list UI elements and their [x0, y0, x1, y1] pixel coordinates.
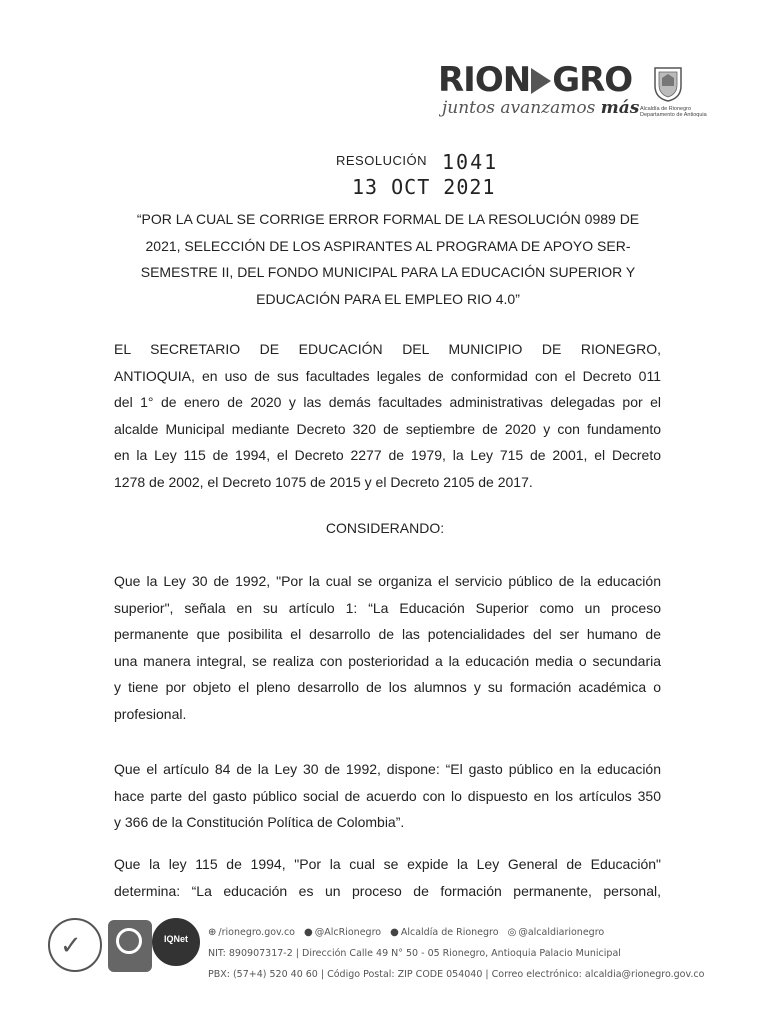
resolution-title — [110, 206, 666, 312]
icontec-badge-icon — [108, 920, 152, 972]
text-line: Que la Ley 30 de 1992, "Por la cual se organiza el servicio público de la educación — [114, 573, 661, 589]
footer-social-row — [208, 922, 704, 943]
rionegro-logo — [438, 60, 640, 118]
iqnet-label: IQNet — [163, 934, 188, 944]
text-line: Que la ley 115 de 1994, "Por la cual se expide la Ley General de Educación" — [114, 856, 661, 872]
certification-badges — [44, 916, 194, 976]
instagram-link[interactable]: @alcaldiarionegro — [518, 927, 605, 938]
resolution-number: 1041 — [442, 150, 499, 174]
checkmark-icon: ✓ — [60, 930, 82, 960]
twitter-icon: ● — [304, 927, 313, 938]
brand-slogan — [438, 98, 640, 118]
slogan-main: juntos avanzamos — [442, 98, 596, 118]
text-line: superior", señala en su artículo 1: “La Educación Superior como un proceso — [114, 599, 661, 616]
text-line: alcalde Municipal mediante Decreto 320 de septiembre de 2020 y con fundamento — [114, 420, 661, 437]
website-link[interactable]: /rionegro.gov.co — [218, 927, 295, 938]
text-line: 1278 de 2002, el Decreto 1075 de 2015 y el Decreto 2105 de 2017. — [114, 473, 533, 490]
footer-nit-line: NIT: 890907317-2 | Dirección Calle 49 N° 50 - 05 Rionegro, Antioquia Palacio Municipal — [208, 948, 621, 959]
title-line: “POR LA CUAL SE CORRIGE ERROR FORMAL DE LA RESOLUCIÓN 0989 DE — [136, 211, 640, 227]
title-line: SEMESTRE II, DEL FONDO MUNICIPAL PARA LA EDUCACIÓN SUPERIOR Y — [140, 264, 636, 280]
seal-caption — [640, 106, 710, 118]
slogan-bold: más — [600, 98, 640, 118]
seal-caption-line-1: Alcaldía de Rionegro — [640, 106, 692, 112]
certification-seal-icon — [48, 918, 102, 972]
paragraph-ley-30 — [114, 568, 661, 727]
intro-paragraph — [114, 336, 661, 495]
text-line: hace parte del gasto público social de acuerdo con lo dispuesto en los artículos 350 — [114, 787, 661, 804]
twitter-link[interactable]: @AlcRionegro — [314, 927, 382, 938]
brand-name — [438, 60, 633, 100]
text-line: una manera integral, se realiza con posterioridad a la educación media o secundaria — [114, 652, 661, 669]
text-line: del 1° de enero de 2020 y las demás facultades administrativas delegadas por el — [114, 394, 661, 410]
play-triangle-icon — [531, 68, 551, 94]
text-line: en la Ley 115 de 1994, el Decreto 2277 de 1979, la Ley 715 de 2001, el Decreto — [114, 447, 661, 463]
brand-name-left: RION — [438, 60, 531, 100]
facebook-icon: ● — [390, 927, 399, 938]
considerando-heading: CONSIDERANDO: — [325, 520, 445, 536]
text-line: y 366 de la Constitución Política de Colombia”. — [114, 814, 405, 830]
text-line: y tiene por objeto el pleno desarrollo de los alumnos y su formación académica o — [114, 679, 661, 695]
text-line: Que el artículo 84 de la Ley 30 de 1992, dispone: “El gasto público en la educación — [114, 761, 661, 777]
resolution-label: RESOLUCIÓN — [336, 153, 427, 168]
text-line: EL SECRETARIO DE EDUCACIÓN DEL MUNICIPIO DE RIONEGRO, — [114, 341, 661, 357]
paragraph-articulo-84 — [114, 756, 661, 836]
globe-icon: ⊕ — [208, 927, 217, 938]
instagram-icon: ◎ — [507, 927, 517, 938]
facebook-link[interactable]: Alcaldía de Rionegro — [400, 927, 499, 938]
coat-of-arms-icon — [653, 66, 683, 102]
text-line: permanente que posibilita el desarrollo de las potencialidades del ser humano de — [114, 626, 661, 642]
title-line: EDUCACIÓN PARA EL EMPLEO RIO 4.0” — [256, 290, 520, 307]
text-line: ANTIOQUIA, en uso de sus facultades legales de conformidad con el Decreto 011 — [114, 367, 661, 384]
title-line: 2021, SELECCIÓN DE LOS ASPIRANTES AL PROGRAMA DE APOYO SER- — [145, 237, 631, 254]
text-line: profesional. — [114, 705, 187, 722]
seal-caption-line-2: Departamento de Antioquia — [640, 112, 707, 118]
footer-contact-line: PBX: (57+4) 520 40 60 | Código Postal: ZIP CODE 054040 | Correo electrónico: alcaldia@rionegro.gov.co — [208, 969, 705, 980]
text-line: determina: “La educación es un proceso de formación permanente, personal, — [114, 882, 661, 899]
footer-contact — [208, 922, 704, 985]
brand-name-right: GRO — [552, 60, 633, 100]
paragraph-ley-115 — [114, 851, 661, 904]
iqnet-badge-icon — [152, 918, 200, 966]
resolution-date: 13 OCT 2021 — [352, 175, 496, 199]
